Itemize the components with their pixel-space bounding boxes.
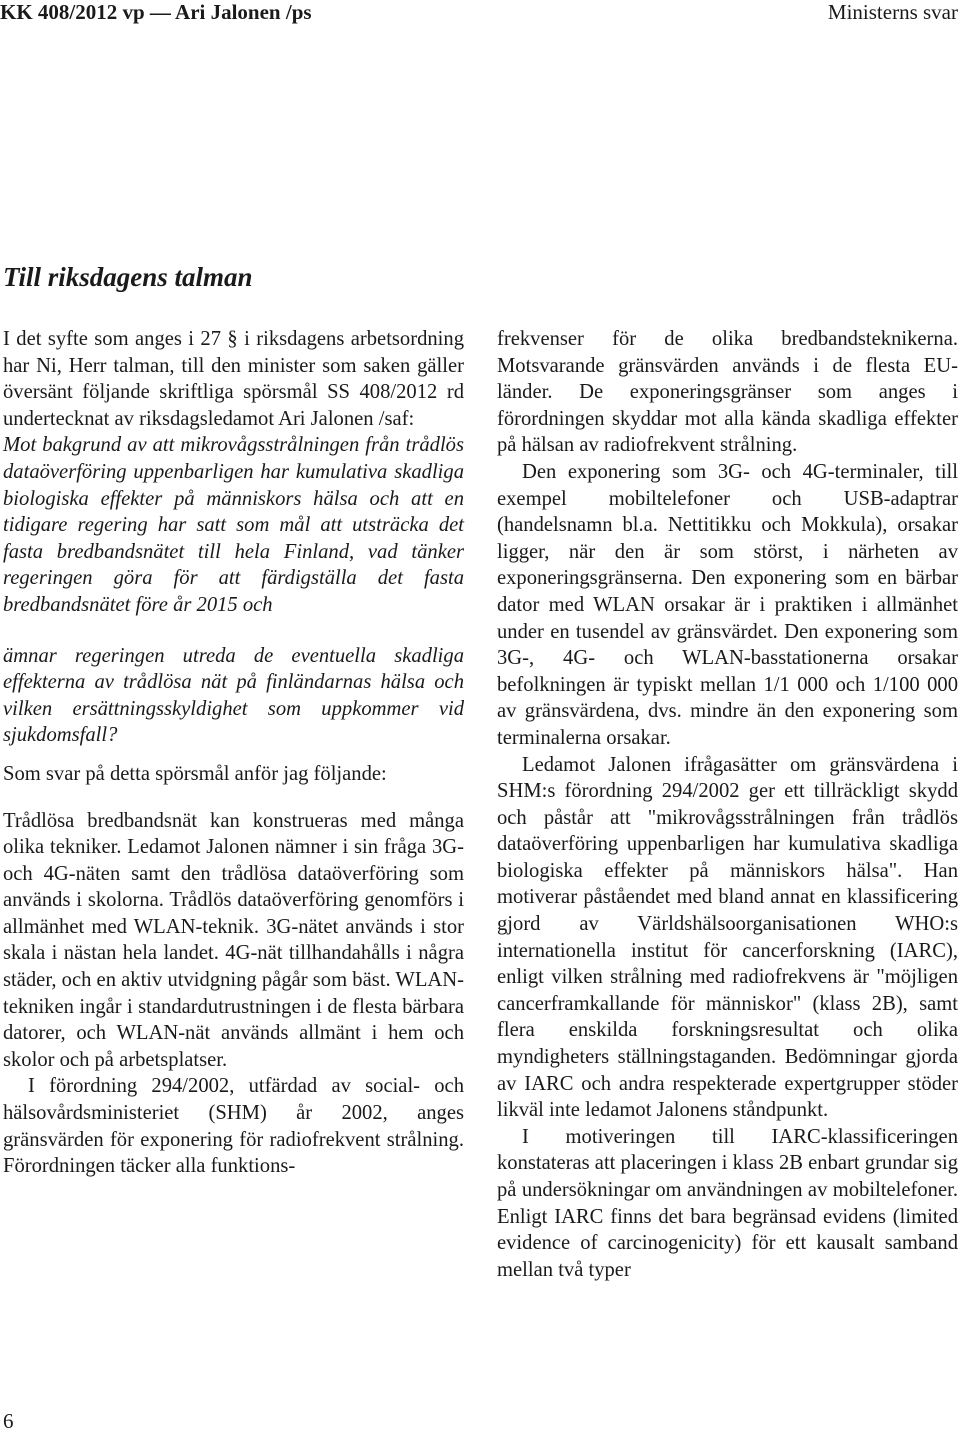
page-number: 6 bbox=[3, 1409, 14, 1433]
answer-paragraph-4: Den exponering som 3G- och 4G-terminaler, till exempel mobiltelefoner och USB-adaptrar (handelsnamn bl.a. Nettitikku och Mokkula), orsakar ligger, när den är som störst, i närheten av exponeringsgränserna. Den exponering som en bärbar dator med WLAN orsakar är i praktiken i allmänhet under en tusendel av gränsvärdet. Den exponering som 3G-, 4G- och WLAN-basstationerna orsakar befolkningen är typiskt mellan 1/1 000 och 1/100 000 av gränsvärdena, dvs. mindre än den exponering som terminalerna orsakar. bbox=[497, 460, 958, 749]
answer-paragraph-5: Ledamot Jalonen ifrågasätter om gränsvärdena i SHM:s förordning 294/2002 ger ett tillräckligt skydd och påstår att "mikrovågsstrålningen från trådlös dataöverföring uppenbarligen har kumulativa skadliga biologiska effekter på människors hälsa". Han motiverar påståendet med bland annat en klassificering gjord av Världshälsoorganisationen WHO:s internationella institut för cancerforskning (IARC), enligt vilken strålning med radiofrekvens är "möjligen cancerframkallande för människor" (klass 2B), samt flera enskilda forskningsresultat och olika myndigheters ställningstaganden. Bedömningar gjorda av IARC och andra respekterade expertgrupper stöder likväl inte ledamot Jalonens ståndpunkt. bbox=[497, 753, 958, 1122]
right-column bbox=[497, 326, 958, 1283]
question-quote-1: Mot bakgrund av att mikrovågsstrålningen från trådlös dataöverföring uppenbarligen har kumulativa skadliga biologiska effekter på människors hälsa och att en tidigare regering har satt som mål att utsträcka det fasta bredbandsnätet till hela Finland, vad tänker regeringen göra för att färdigställa det fasta bredbandsnätet före år 2015 och bbox=[3, 434, 464, 616]
answer-paragraph-6: I motiveringen till IARC-klassificeringen konstateras att placeringen i klass 2B enbart grundar sig på undersökningar om användningen av mobiltelefoner. Enligt IARC finns det bara begränsad evidens (limited evidence of carcinogenicity) för ett kausalt samband mellan två typer bbox=[497, 1125, 958, 1281]
document-section-title: Ministerns svar bbox=[827, 0, 958, 24]
answer-paragraph-1: Trådlösa bredbandsnät kan konstrueras med många olika tekniker. Ledamot Jalonen nämner i sin fråga 3G- och 4G-näten samt den trådlösa dataöverföring som används i skolorna. Trådlös dataöverföring genomförs i allmänhet med WLAN-teknik. 3G-nätet används i stor skala i nästan hela landet. 4G-nät tillhandahålls i några städer, och en aktiv utvidgning pågår som bäst. WLAN-tekniken ingår i standardutrustningen i de flesta bärbara datorer, och WLAN-nät används allmänt i hem och skolor och på arbetsplatser. bbox=[3, 809, 464, 1071]
intro-paragraph: I det syfte som anges i 27 § i riksdagens arbetsordning har Ni, Herr talman, till den minister som saken gäller översänt följande skriftliga spörsmål SS 408/2012 rd undertecknat av riksdagsledamot Ari Jalonen /saf: bbox=[3, 328, 464, 430]
answer-paragraph-3: frekvenser för de olika bredbandsteknikerna. Motsvarande gränsvärden används i de flesta EU-länder. De exponeringsgränser som anges i förordningen skyddar mot alla kända skadliga effekter på hälsan av radiofrekvent strålning. bbox=[497, 328, 958, 457]
answer-paragraph-2: I förordning 294/2002, utfärdad av social- och hälsovårdsministeriet (SHM) år 2002, anges gränsvärden för exponering för radiofrekvent strålning. Förordningen täcker alla funktions- bbox=[3, 1075, 464, 1178]
left-column bbox=[3, 326, 464, 1180]
document-reference: KK 408/2012 vp — Ari Jalonen /ps bbox=[0, 0, 312, 24]
answer-intro: Som svar på detta spörsmål anför jag följande: bbox=[3, 762, 387, 785]
question-quote-2: ämnar regeringen utreda de eventuella skadliga effekterna av trådlösa nät på finländarnas hälsa och vilken ersättningsskyldighet som uppkommer vid sjukdomsfall? bbox=[3, 644, 464, 747]
salutation-heading: Till riksdagens talman bbox=[3, 262, 253, 292]
